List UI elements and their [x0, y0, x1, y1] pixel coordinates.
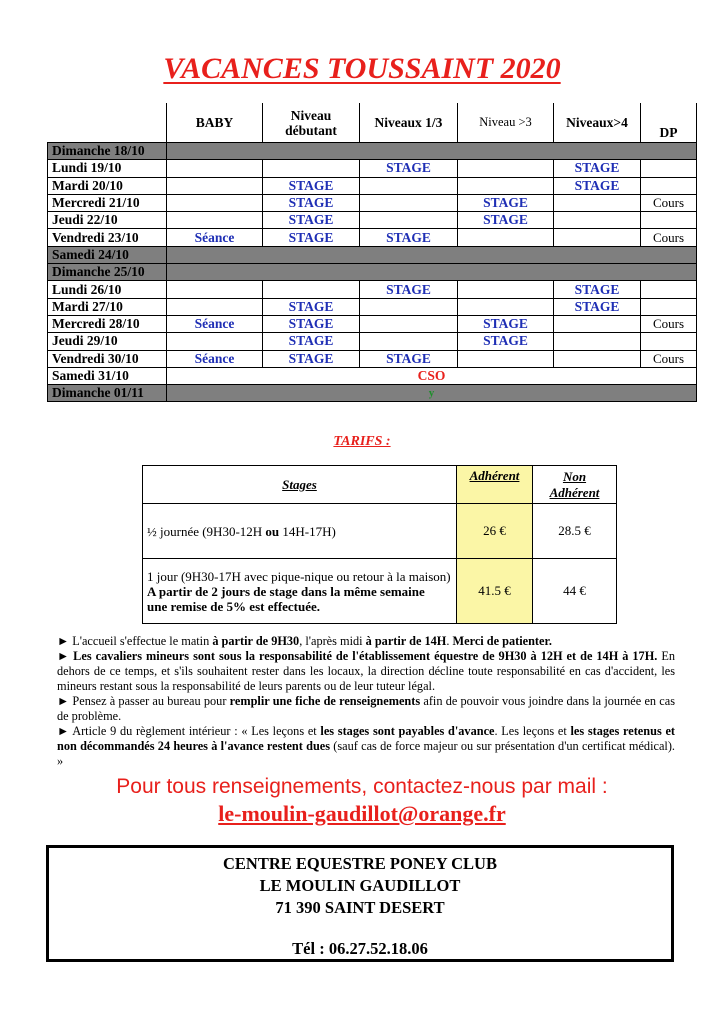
stage-cell: STAGE: [554, 281, 641, 298]
day-label: Dimanche 18/10: [48, 143, 167, 160]
empty-cell: [263, 160, 360, 177]
day-label: Mercredi 28/10: [48, 315, 167, 332]
schedule-row: [48, 281, 697, 298]
tarif-row-full-day: [143, 559, 617, 624]
header-debutant-line1: Niveau: [290, 107, 332, 123]
empty-cell: [263, 281, 360, 298]
schedule-row: [48, 194, 697, 211]
tarifs-header-adherent: Adhérent: [457, 466, 533, 504]
header-niveaux-1-3: Niveaux 1/3: [360, 103, 458, 143]
empty-cell: [360, 333, 458, 350]
note-bold: les stages sont payables d'avance: [320, 724, 495, 738]
note-text: ► Article 9 du règlement intérieur : « Les leçons et: [57, 724, 321, 738]
note-text: ► L'accueil s'effectue le matin: [57, 634, 213, 648]
day-label: Mercredi 21/10: [48, 194, 167, 211]
footer-line1: CENTRE EQUESTRE PONEY CLUB: [223, 854, 497, 873]
closed-cell: [167, 246, 697, 263]
header-corner: [48, 103, 167, 143]
seance-cell: Séance: [167, 350, 263, 367]
note-article-9: [57, 724, 675, 769]
empty-cell: [360, 194, 458, 211]
schedule-row: [48, 333, 697, 350]
empty-cell: [641, 177, 697, 194]
day-label: Vendredi 30/10: [48, 350, 167, 367]
closed-cell: [167, 264, 697, 281]
tarif-desc: [143, 504, 457, 559]
price-non-adherent: 44 €: [533, 559, 617, 624]
schedule-row: [48, 367, 697, 384]
empty-cell: [554, 212, 641, 229]
tarif-row-half-day: [143, 504, 617, 559]
stage-cell: STAGE: [263, 298, 360, 315]
note-text: ► Pensez à passer au bureau pour: [57, 694, 230, 708]
stage-cell: STAGE: [554, 160, 641, 177]
non-adherent-line2: Adhérent: [549, 484, 600, 500]
tarifs-header-non-adherent: [533, 466, 617, 504]
cours-cell: Cours: [641, 350, 697, 367]
header-niveaux-4: Niveaux>4: [554, 103, 641, 143]
contact-email-link[interactable]: le-moulin-gaudillot@orange.fr: [218, 801, 506, 826]
empty-cell: [458, 229, 554, 246]
header-niveau-3: Niveau >3: [458, 103, 554, 143]
note-bold: Merci de patienter.: [452, 634, 552, 648]
day-label: Dimanche 25/10: [48, 264, 167, 281]
schedule-row: [48, 246, 697, 263]
stage-cell: STAGE: [360, 281, 458, 298]
day-label: Vendredi 23/10: [48, 229, 167, 246]
cours-cell: Cours: [641, 315, 697, 332]
stage-cell: STAGE: [263, 350, 360, 367]
tarifs-table: [142, 465, 617, 624]
empty-cell: [641, 333, 697, 350]
note-text: En dehors de ce temps, et s'ils souhaitent rester dans les locaux, la direction décline toute responsabilité en cas d'accident, les mineurs restant sous la responsabilité de leurs parents ou de leur tuteur légal.: [57, 649, 675, 693]
note-accueil: [57, 634, 675, 649]
note-bold: remplir une fiche de renseignements: [229, 694, 421, 708]
stage-cell: STAGE: [263, 315, 360, 332]
schedule-row: [48, 160, 697, 177]
footer-line3: 71 390 SAINT DESERT: [275, 898, 445, 917]
note-text: , l'après midi: [299, 634, 366, 648]
note-bold: ► Les cavaliers mineurs sont sous la responsabilité de l'établissement équestre de 9H30 à 12H et de 14H à 17H.: [57, 649, 658, 663]
stage-cell: STAGE: [263, 194, 360, 211]
footer-line2: LE MOULIN GAUDILLOT: [259, 876, 461, 895]
empty-cell: [167, 194, 263, 211]
stage-cell: STAGE: [458, 212, 554, 229]
cours-cell: Cours: [641, 229, 697, 246]
day-label: Jeudi 22/10: [48, 212, 167, 229]
empty-cell: [554, 194, 641, 211]
empty-cell: [554, 333, 641, 350]
note-bold: à partir de 9H30: [212, 634, 300, 648]
note-mineurs: [57, 649, 675, 694]
footer-phone: Tél : 06.27.52.18.06: [292, 939, 428, 958]
empty-cell: [554, 315, 641, 332]
schedule-row: [48, 229, 697, 246]
empty-cell: [167, 298, 263, 315]
empty-cell: [641, 160, 697, 177]
schedule-row: [48, 315, 697, 332]
stage-cell: STAGE: [263, 333, 360, 350]
tick-mark: y: [167, 385, 697, 402]
price-non-adherent: 28.5 €: [533, 504, 617, 559]
note-text: afin de pouvoir vous joindre dans la journée en cas de problème.: [57, 694, 675, 723]
stage-cell: STAGE: [263, 177, 360, 194]
note-text: .: [446, 634, 453, 648]
stage-cell: STAGE: [360, 350, 458, 367]
empty-cell: [641, 212, 697, 229]
schedule-header-row: [48, 103, 697, 143]
header-baby: BABY: [167, 103, 263, 143]
header-dp: DP: [641, 103, 697, 143]
empty-cell: [458, 177, 554, 194]
schedule-row: [48, 350, 697, 367]
empty-cell: [554, 229, 641, 246]
empty-cell: [458, 350, 554, 367]
stage-cell: STAGE: [263, 212, 360, 229]
day-label: Jeudi 29/10: [48, 333, 167, 350]
schedule-row: [48, 264, 697, 281]
empty-cell: [641, 298, 697, 315]
schedule-row: [48, 177, 697, 194]
empty-cell: [360, 212, 458, 229]
stage-cell: STAGE: [360, 229, 458, 246]
page-title: VACANCES TOUSSAINT 2020: [163, 52, 561, 85]
stage-cell: STAGE: [458, 333, 554, 350]
schedule-row: [48, 212, 697, 229]
tarifs-header-stages: Stages: [143, 466, 457, 504]
tarif-desc-a: ½ journée (9H30-12H: [147, 523, 266, 539]
note-bold: les stages retenus et non décommandés 24 heures à l'avance restent dues: [57, 724, 676, 753]
empty-cell: [458, 160, 554, 177]
stage-cell: STAGE: [554, 177, 641, 194]
empty-cell: [360, 315, 458, 332]
schedule-row: [48, 385, 697, 402]
tarif-desc-line1: 1 jour (9H30-17H avec pique-nique ou retour à la maison): [147, 568, 451, 584]
day-label: Samedi 24/10: [48, 246, 167, 263]
day-label: Lundi 26/10: [48, 281, 167, 298]
note-text: . Les leçons et: [494, 724, 571, 738]
note-bold: à partir de 14H: [365, 634, 447, 648]
stage-cell: STAGE: [263, 229, 360, 246]
footer-address-box: [46, 845, 674, 962]
day-label: Lundi 19/10: [48, 160, 167, 177]
closed-cell: [167, 143, 697, 160]
schedule-row: [48, 143, 697, 160]
tarif-desc-or: ou: [265, 523, 280, 539]
stage-cell: STAGE: [554, 298, 641, 315]
empty-cell: [167, 177, 263, 194]
empty-cell: [641, 281, 697, 298]
notes: [57, 634, 675, 769]
empty-cell: [167, 160, 263, 177]
empty-cell: [167, 212, 263, 229]
schedule-row: [48, 298, 697, 315]
stage-cell: STAGE: [458, 194, 554, 211]
empty-cell: [554, 350, 641, 367]
header-debutant: [263, 103, 360, 143]
empty-cell: [360, 298, 458, 315]
empty-cell: [458, 298, 554, 315]
price-adherent: 41.5 €: [457, 559, 533, 624]
schedule-table: [47, 103, 697, 402]
header-debutant-line2: débutant: [285, 122, 337, 138]
tarifs-header-row: [143, 466, 617, 504]
tarif-desc: [143, 559, 457, 624]
day-label: Mardi 20/10: [48, 177, 167, 194]
cso-cell: CSO: [167, 367, 697, 384]
tarif-desc-bold1: A partir de 2 jours de stage dans la même semaine: [147, 583, 425, 599]
price-adherent: 26 €: [457, 504, 533, 559]
stage-cell: STAGE: [458, 315, 554, 332]
cours-cell: Cours: [641, 194, 697, 211]
seance-cell: Séance: [167, 315, 263, 332]
non-adherent-line1: Non: [562, 468, 587, 484]
tarif-desc-bold2: une remise de 5% est effectuée.: [147, 598, 321, 614]
tarif-desc-b: 14H-17H): [279, 523, 336, 539]
seance-cell: Séance: [167, 229, 263, 246]
tarifs-title: TARIFS :: [333, 434, 391, 449]
note-fiche: [57, 694, 675, 724]
empty-cell: [360, 177, 458, 194]
stage-cell: STAGE: [360, 160, 458, 177]
empty-cell: [458, 281, 554, 298]
note-text: (sauf cas de force majeur ou sur présentation d'un certificat médical). »: [57, 739, 675, 768]
empty-cell: [167, 333, 263, 350]
day-label: Dimanche 01/11: [48, 385, 167, 402]
day-label: Mardi 27/10: [48, 298, 167, 315]
day-label: Samedi 31/10: [48, 367, 167, 384]
empty-cell: [167, 281, 263, 298]
contact-line: Pour tous renseignements, contactez-nous par mail :: [116, 775, 608, 798]
